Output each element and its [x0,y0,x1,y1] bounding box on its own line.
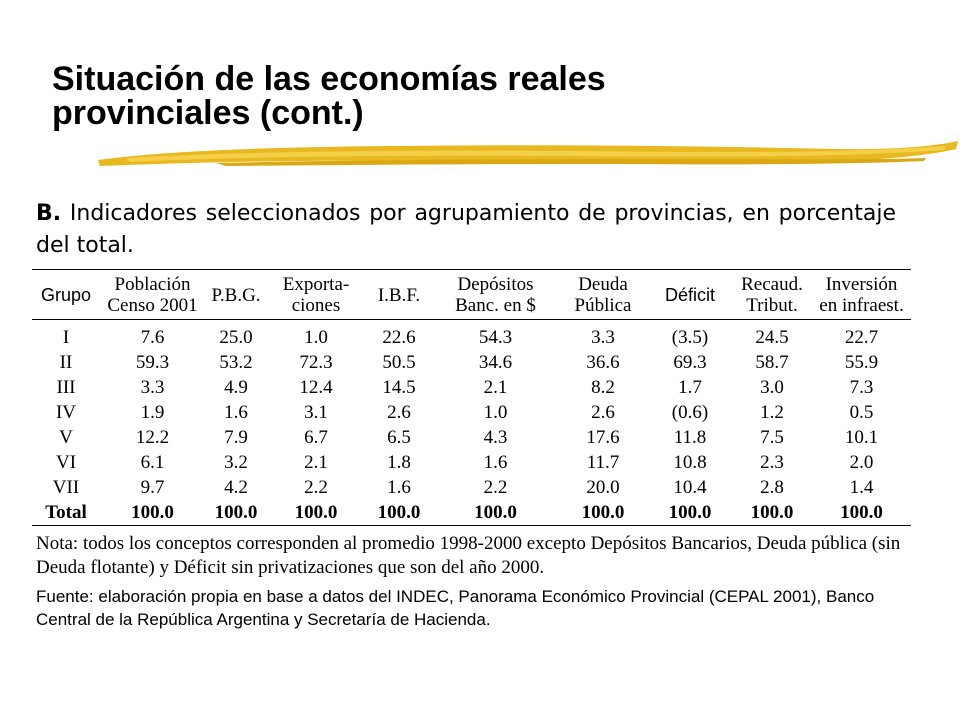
subtitle-text: Indicadores seleccionados por agrupamiento de provincias, en porcentaje del total. [36,201,896,258]
table-cell: 2.6 [387,402,411,423]
table-total-row [32,500,911,526]
col-header-ibf: I.B.F. [377,284,421,306]
table-cell: 3.2 [224,452,248,473]
table-cell: 1.6 [387,477,411,498]
table-cell: 4.3 [483,427,508,448]
table-cell: 100.0 [668,502,712,523]
group-cell: I [62,327,70,348]
table-row [32,320,911,351]
indicators-table [32,269,911,526]
table-cell: 22.7 [844,327,879,348]
table-cell: 1.0 [304,327,328,348]
slide-title-line-1: Situación de las economías reales [52,60,606,98]
table-cell: 36.6 [586,352,620,373]
table-subtitle [36,198,896,262]
table-row [32,350,911,375]
table-cell: 12.2 [135,427,170,448]
table-cell: 0.5 [849,402,874,423]
table-cell: 100.0 [840,502,883,523]
group-cell: IV [55,402,77,423]
table-cell: 7.9 [224,427,248,448]
table-cell: 3.1 [304,402,328,423]
indicators-table-container [32,269,911,526]
table-cell: 69.3 [673,352,707,373]
table-cell: 100.0 [581,502,625,523]
table-cell: 1.4 [849,477,874,498]
table-cell: 14.5 [382,377,416,398]
table-cell: 25.0 [219,327,253,348]
table-cell: 17.6 [586,427,620,448]
table-cell: 2.2 [304,477,328,498]
table-source: Fuente: elaboración propia en base a datos del INDEC, Panorama Económico Provincial (CEPAL 2001), Banco Central de la República Argentina y Secretaría de Hacienda. [36,587,875,629]
table-cell: 4.2 [224,477,248,498]
table-cell: 7.5 [760,427,784,448]
table-cell: 100.0 [294,502,338,523]
table-cell: (0.6) [671,402,709,423]
table-cell: 11.7 [586,452,620,473]
table-cell: 53.2 [219,352,253,373]
table-cell: 1.7 [678,377,702,398]
table-cell: 100.0 [377,502,421,523]
table-note: Nota: todos los conceptos corresponden al promedio 1998-2000 excepto Depósitos Bancarios, Deuda pública (sin Deuda flotante) y Déficit sin privatizaciones que son del año 2000. [36,533,901,578]
group-cell: VI [55,452,77,473]
table-cell: 55.9 [844,352,879,373]
table-cell: 6.7 [304,427,328,448]
group-cell: II [59,352,73,373]
group-cell: Total [45,502,87,523]
table-header-row [32,270,911,320]
col-header-deuda: Deuda Pública [574,274,632,316]
table-cell: 2.0 [849,452,874,473]
group-cell: III [56,377,76,398]
table-cell: 2.8 [760,477,784,498]
table-row [32,450,911,475]
table-cell: 2.1 [304,452,328,473]
table-cell: 11.8 [673,427,707,448]
table-row [32,425,911,450]
table-cell: 6.1 [140,452,165,473]
table-cell: 10.8 [673,452,707,473]
table-cell: 2.2 [483,477,508,498]
col-header-pbg: P.B.G. [211,284,261,306]
col-header-poblacion: Población Censo 2001 [107,274,198,316]
table-cell: 1.6 [224,402,248,423]
table-cell: 7.6 [140,327,165,348]
table-cell: 59.3 [135,352,170,373]
slide-title-line-2: provinciales (cont.) [52,94,364,132]
col-header-depositos: Depósitos Banc. en $ [455,274,536,316]
col-header-deficit: Déficit [664,284,715,305]
table-cell: 100.0 [750,502,794,523]
table-cell: 34.6 [478,352,513,373]
table-cell: 100.0 [214,502,258,523]
table-cell: 58.7 [755,352,789,373]
col-header-exportaciones: Exporta- ciones [282,274,350,316]
table-row [32,375,911,400]
table-cell: (3.5) [671,327,709,348]
col-header-grupo: Grupo [40,284,92,305]
table-row [32,475,911,500]
table-cell: 10.1 [844,427,879,448]
table-cell: 1.8 [387,452,411,473]
col-header-recaudacion: Recaud. Tribut. [741,274,803,316]
table-cell: 7.3 [849,377,874,398]
subtitle-lead: B. [36,201,62,226]
table-row [32,400,911,425]
table-cell: 50.5 [382,352,416,373]
table-cell: 2.6 [591,402,615,423]
table-cell: 1.6 [483,452,508,473]
col-header-inversion: Inversión en infraest. [819,274,904,316]
table-cell: 100.0 [474,502,517,523]
group-cell: V [59,427,73,448]
slide-title [52,62,606,130]
table-cell: 1.9 [140,402,165,423]
table-cell: 2.3 [760,452,784,473]
table-cell: 4.9 [224,377,248,398]
table-cell: 12.4 [299,377,333,398]
table-cell: 72.3 [299,352,333,373]
group-cell: VII [52,477,80,498]
table-cell: 10.4 [673,477,707,498]
yellow-brush-stroke-divider [96,136,960,172]
table-cell: 22.6 [382,327,416,348]
table-cell: 8.2 [591,377,615,398]
table-cell: 24.5 [755,327,789,348]
table-cell: 3.3 [140,377,165,398]
table-cell: 9.7 [140,477,165,498]
table-cell: 54.3 [478,327,513,348]
table-cell: 1.0 [483,402,508,423]
table-cell: 6.5 [387,427,411,448]
table-cell: 20.0 [586,477,620,498]
table-cell: 3.0 [760,377,784,398]
table-cell: 2.1 [483,377,508,398]
table-cell: 3.3 [591,327,615,348]
table-cell: 100.0 [131,502,174,523]
table-cell: 1.2 [760,402,784,423]
